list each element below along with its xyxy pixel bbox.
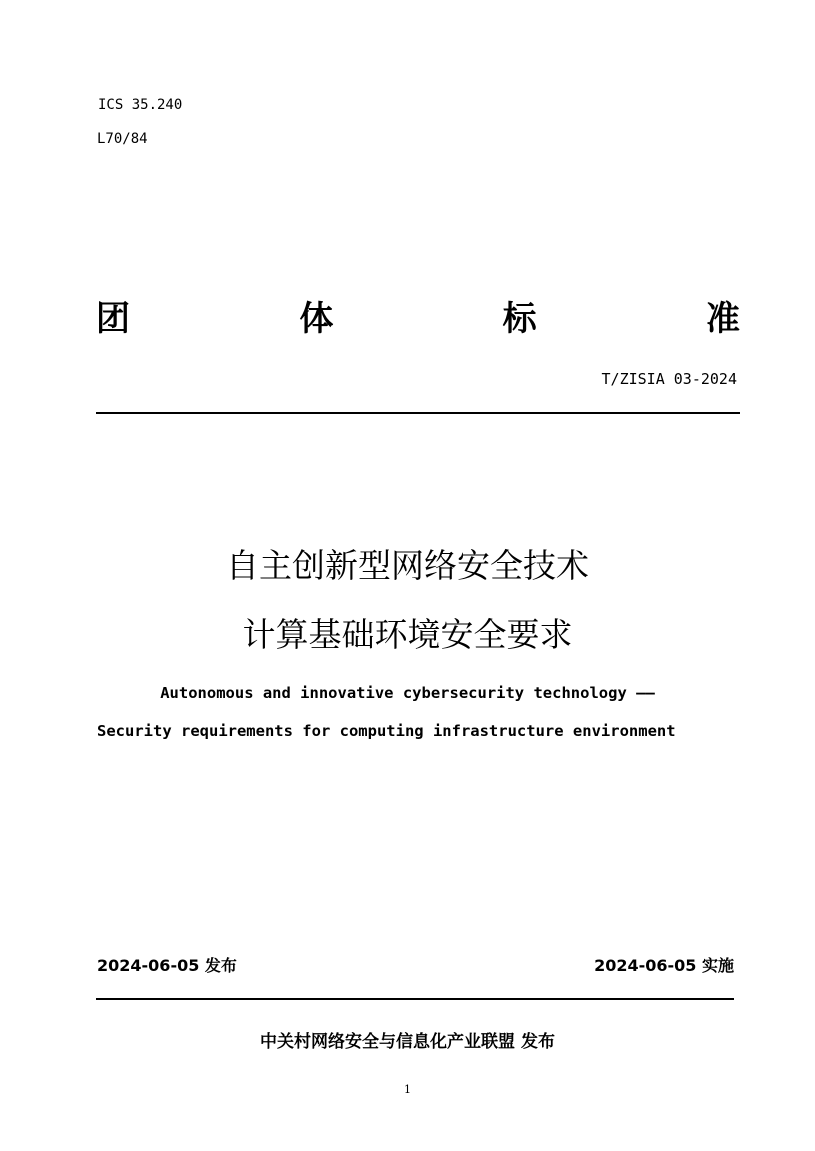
- publisher: 中关村网络安全与信息化产业联盟 发布: [260, 1032, 555, 1052]
- standard-type-heading: [96, 296, 740, 342]
- top-divider: [96, 412, 740, 414]
- ccs-code: L70/84: [97, 131, 148, 147]
- title-cn-line-2: 计算基础环境安全要求: [242, 615, 573, 654]
- publish-date: 2024-06-05 发布: [97, 956, 237, 975]
- implement-date: 2024-06-05 实施: [594, 956, 734, 975]
- standard-type-char: 准: [705, 299, 740, 339]
- title-en-line-1: Autonomous and innovative cybersecurity technology ——: [160, 684, 655, 702]
- title-en-line-2: Security requirements for computing infrastructure environment: [97, 722, 676, 740]
- standard-type-char: 标: [502, 299, 537, 339]
- standard-number: T/ZISIA 03-2024: [601, 370, 737, 388]
- title-cn-line-1: 自主创新型网络安全技术: [226, 546, 589, 585]
- standard-type-char: 团: [96, 299, 130, 339]
- ics-code: ICS 35.240: [98, 97, 183, 113]
- page-number: 1: [404, 1083, 411, 1096]
- bottom-divider: [96, 998, 734, 1000]
- standard-type-char: 体: [299, 299, 334, 339]
